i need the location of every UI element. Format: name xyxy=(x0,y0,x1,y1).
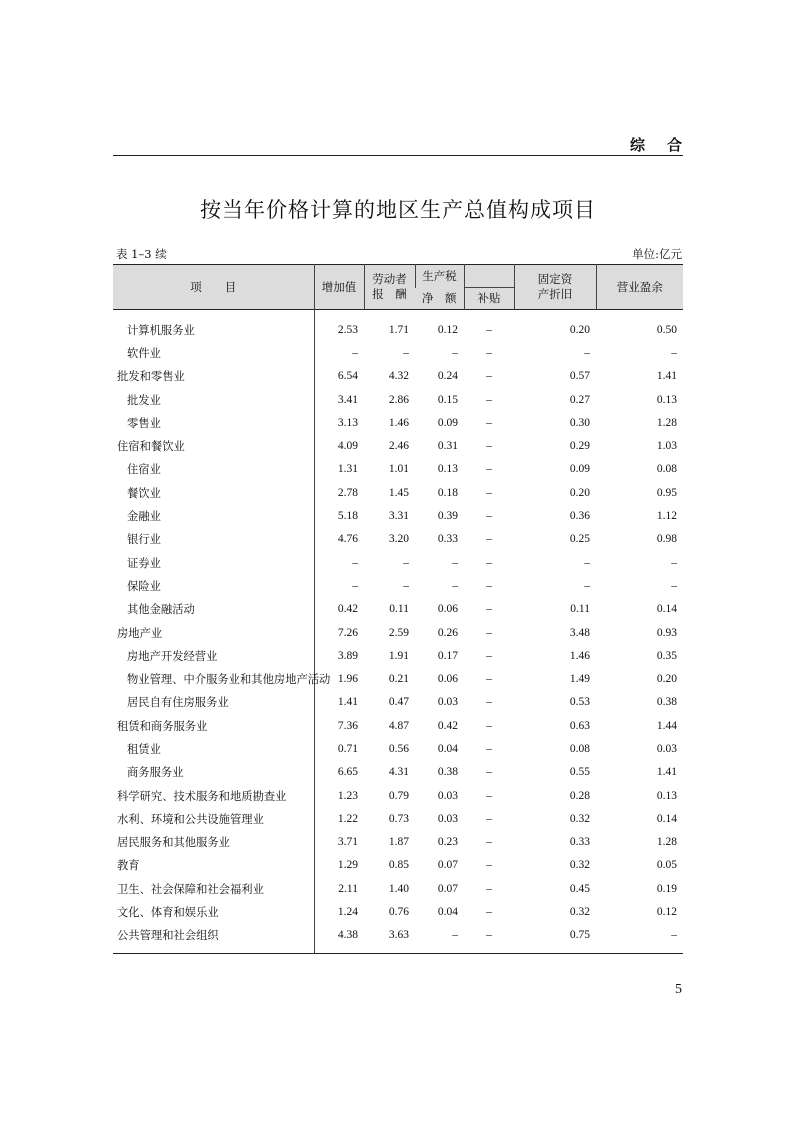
table-row xyxy=(113,621,683,644)
row-label: 金融业 xyxy=(127,510,161,524)
col-header-tax-line2: 净 额 xyxy=(415,288,464,310)
col-header-labor xyxy=(364,265,415,310)
row-cell: 1.28 xyxy=(656,836,677,849)
row-cell: 2.46 xyxy=(388,440,409,453)
row-label: 房地产业 xyxy=(117,626,163,640)
row-cell: 0.76 xyxy=(388,906,409,919)
row-cell: 0.47 xyxy=(388,696,409,709)
col-header-labor-line2: 报 酬 xyxy=(372,287,407,301)
row-cell: 0.05 xyxy=(656,859,677,872)
row-label: 卫生、社会保障和社会福利业 xyxy=(117,882,264,896)
row-cell: – xyxy=(486,719,492,732)
col-header-labor-line1: 劳动者 xyxy=(372,272,407,287)
row-cell: – xyxy=(671,346,677,359)
row-cell: 0.09 xyxy=(437,416,458,429)
row-cell: 3.71 xyxy=(314,831,364,854)
row-cell: 1.87 xyxy=(388,836,409,849)
row-cell: 1.29 xyxy=(314,854,364,877)
section-tag xyxy=(630,134,682,155)
table-row xyxy=(113,481,683,504)
row-cell: 1.46 xyxy=(569,649,590,662)
row-cell: – xyxy=(452,929,458,942)
row-cell: – xyxy=(486,906,492,919)
row-cell: 0.21 xyxy=(388,673,409,686)
row-cell: – xyxy=(584,579,590,592)
row-label: 文化、体育和娱乐业 xyxy=(117,906,219,920)
row-cell: 0.18 xyxy=(437,486,458,499)
table-bottom-rule xyxy=(113,953,683,954)
row-cell: 1.22 xyxy=(314,807,364,830)
row-label: 科学研究、技术服务和地质勘查业 xyxy=(117,789,287,803)
col-header-dep-line1: 固定资 xyxy=(537,272,573,287)
row-cell: 0.27 xyxy=(569,393,590,406)
row-cell: 1.46 xyxy=(388,416,409,429)
row-cell: 3.20 xyxy=(388,533,409,546)
row-cell: 3.41 xyxy=(314,388,364,411)
row-cell: 0.33 xyxy=(437,533,458,546)
row-cell: – xyxy=(486,859,492,872)
col-header-tax-line1: 生产税 xyxy=(415,265,464,288)
row-cell: 4.09 xyxy=(314,434,364,457)
row-cell: 0.39 xyxy=(437,510,458,523)
row-cell: 0.55 xyxy=(569,766,590,779)
row-cell: – xyxy=(486,416,492,429)
row-cell: 0.32 xyxy=(569,906,590,919)
row-cell: 0.12 xyxy=(437,323,458,336)
row-label: 租赁业 xyxy=(127,742,161,756)
row-cell: 0.26 xyxy=(437,626,458,639)
row-cell: 0.93 xyxy=(656,626,677,639)
row-label: 教育 xyxy=(117,859,140,873)
row-cell: – xyxy=(486,882,492,895)
row-cell: 0.25 xyxy=(569,533,590,546)
table-row xyxy=(113,341,683,364)
row-cell: 6.54 xyxy=(314,365,364,388)
row-cell: 0.20 xyxy=(569,486,590,499)
row-cell: 7.26 xyxy=(314,621,364,644)
row-cell: – xyxy=(671,929,677,942)
row-cell: 0.29 xyxy=(569,440,590,453)
row-label: 居民自有住房服务业 xyxy=(127,696,229,710)
row-cell: – xyxy=(452,556,458,569)
row-cell: 1.28 xyxy=(656,416,677,429)
row-cell: – xyxy=(486,370,492,383)
row-cell: – xyxy=(486,346,492,359)
row-cell: – xyxy=(486,766,492,779)
row-label: 租赁和商务服务业 xyxy=(117,719,208,733)
row-cell: – xyxy=(486,486,492,499)
section-tag-char-2: 合 xyxy=(666,136,682,154)
row-cell: 0.04 xyxy=(437,906,458,919)
row-cell: – xyxy=(486,579,492,592)
row-label: 证券业 xyxy=(127,556,161,570)
row-cell: 1.71 xyxy=(388,323,409,336)
row-cell: – xyxy=(584,346,590,359)
row-cell: – xyxy=(486,696,492,709)
table-row xyxy=(113,388,683,411)
row-cell: 0.03 xyxy=(656,742,677,755)
row-cell: – xyxy=(314,574,364,597)
row-cell: 0.75 xyxy=(569,929,590,942)
table-row xyxy=(113,877,683,900)
row-cell: 4.87 xyxy=(388,719,409,732)
row-label: 保险业 xyxy=(127,579,161,593)
col-header-surplus: 营业盈余 xyxy=(596,265,683,310)
row-cell: 1.44 xyxy=(656,719,677,732)
row-cell: 0.19 xyxy=(656,882,677,895)
row-cell: 5.18 xyxy=(314,504,364,527)
row-cell: – xyxy=(403,556,409,569)
row-cell: 0.85 xyxy=(388,859,409,872)
row-cell: 1.41 xyxy=(656,370,677,383)
row-cell: 0.13 xyxy=(656,789,677,802)
row-cell: 6.65 xyxy=(314,761,364,784)
row-cell: 0.95 xyxy=(656,486,677,499)
row-cell: 3.31 xyxy=(388,510,409,523)
row-cell: 3.63 xyxy=(388,929,409,942)
data-table xyxy=(113,264,683,953)
row-cell: 1.23 xyxy=(314,784,364,807)
table-row xyxy=(113,714,683,737)
row-cell: – xyxy=(403,346,409,359)
table-header xyxy=(113,265,683,310)
row-cell: 4.31 xyxy=(388,766,409,779)
row-cell: 0.42 xyxy=(314,598,364,621)
row-label: 软件业 xyxy=(127,346,161,360)
row-cell: 0.38 xyxy=(656,696,677,709)
unit-label: 单位:亿元 xyxy=(632,247,682,261)
row-cell: – xyxy=(671,579,677,592)
row-label: 其他金融活动 xyxy=(127,603,195,617)
row-label: 批发和零售业 xyxy=(117,370,185,384)
row-cell: – xyxy=(486,393,492,406)
row-cell: 0.63 xyxy=(569,719,590,732)
row-cell: – xyxy=(486,812,492,825)
row-cell: 0.09 xyxy=(569,463,590,476)
row-cell: 0.07 xyxy=(437,859,458,872)
row-cell: – xyxy=(486,323,492,336)
col-header-dep-line2: 产折旧 xyxy=(537,287,573,301)
row-cell: 0.03 xyxy=(437,789,458,802)
row-cell: – xyxy=(584,556,590,569)
row-cell: 1.31 xyxy=(314,458,364,481)
row-cell: 0.06 xyxy=(437,673,458,686)
row-cell: 0.15 xyxy=(437,393,458,406)
row-cell: 3.48 xyxy=(569,626,590,639)
row-cell: 1.41 xyxy=(656,766,677,779)
row-cell: – xyxy=(486,626,492,639)
row-cell: 1.45 xyxy=(388,486,409,499)
row-cell: 7.36 xyxy=(314,714,364,737)
table-row xyxy=(113,667,683,690)
row-cell: 0.14 xyxy=(656,812,677,825)
row-cell: – xyxy=(486,789,492,802)
table-row xyxy=(113,784,683,807)
row-cell: 0.04 xyxy=(437,742,458,755)
row-cell: – xyxy=(403,579,409,592)
row-cell: 0.06 xyxy=(437,603,458,616)
row-label: 商务服务业 xyxy=(127,766,184,780)
row-cell: 0.20 xyxy=(569,323,590,336)
row-cell: 2.59 xyxy=(388,626,409,639)
row-cell: 0.35 xyxy=(656,649,677,662)
row-cell: 1.01 xyxy=(388,463,409,476)
row-cell: 1.40 xyxy=(388,882,409,895)
row-cell: 0.24 xyxy=(437,370,458,383)
row-cell: 1.96 xyxy=(314,667,364,690)
row-cell: 1.24 xyxy=(314,900,364,923)
row-label: 计算机服务业 xyxy=(127,323,195,337)
row-cell: 0.42 xyxy=(437,719,458,732)
row-cell: 0.53 xyxy=(569,696,590,709)
table-row xyxy=(113,854,683,877)
row-cell: 0.33 xyxy=(569,836,590,849)
row-cell: – xyxy=(486,533,492,546)
row-cell: 0.50 xyxy=(656,323,677,336)
row-label: 银行业 xyxy=(127,533,161,547)
row-cell: – xyxy=(486,556,492,569)
row-cell: – xyxy=(486,742,492,755)
data-table-wrapper xyxy=(113,264,683,954)
row-cell: – xyxy=(486,673,492,686)
table-row xyxy=(113,761,683,784)
row-cell: 0.30 xyxy=(569,416,590,429)
row-cell: 4.38 xyxy=(314,924,364,953)
row-cell: 4.76 xyxy=(314,528,364,551)
table-row xyxy=(113,528,683,551)
row-cell: – xyxy=(486,649,492,662)
row-cell: 2.86 xyxy=(388,393,409,406)
row-cell: 0.45 xyxy=(569,882,590,895)
row-label: 住宿业 xyxy=(127,463,161,477)
row-cell: 4.32 xyxy=(388,370,409,383)
row-cell: 0.08 xyxy=(656,463,677,476)
col-header-subsidy: 补贴 xyxy=(464,288,514,310)
row-cell: 1.03 xyxy=(656,440,677,453)
row-cell: – xyxy=(486,836,492,849)
row-cell: 0.79 xyxy=(388,789,409,802)
row-label: 水利、环境和公共设施管理业 xyxy=(117,812,264,826)
table-number: 表 1–3 续 xyxy=(116,247,167,261)
header-rule xyxy=(113,155,683,156)
row-cell: 0.13 xyxy=(437,463,458,476)
row-label: 居民服务和其他服务业 xyxy=(117,836,230,850)
row-cell: – xyxy=(486,440,492,453)
row-cell: 0.73 xyxy=(388,812,409,825)
row-cell: – xyxy=(671,556,677,569)
col-header-subsidy-top xyxy=(464,265,514,288)
row-cell: – xyxy=(314,341,364,364)
col-header-item: 项 目 xyxy=(113,265,314,310)
row-cell: 0.56 xyxy=(388,742,409,755)
row-label: 批发业 xyxy=(127,393,161,407)
row-cell: 2.11 xyxy=(314,877,364,900)
row-cell: 0.11 xyxy=(570,603,590,616)
table-row xyxy=(113,924,683,953)
row-cell: 1.12 xyxy=(656,510,677,523)
table-row xyxy=(113,807,683,830)
row-label: 住宿和餐饮业 xyxy=(117,440,185,454)
row-cell: – xyxy=(486,463,492,476)
row-label: 公共管理和社会组织 xyxy=(117,929,219,943)
row-cell: – xyxy=(452,346,458,359)
table-row xyxy=(113,574,683,597)
row-cell: 0.31 xyxy=(437,440,458,453)
row-label: 物业管理、中介服务业和其他房地产活动 xyxy=(127,673,331,687)
col-header-value-added: 增加值 xyxy=(314,265,364,310)
row-cell: 0.28 xyxy=(569,789,590,802)
row-cell: 0.03 xyxy=(437,812,458,825)
page-title: 按当年价格计算的地区生产总值构成项目 xyxy=(200,198,596,222)
table-row xyxy=(113,598,683,621)
row-cell: 2.78 xyxy=(314,481,364,504)
row-cell: 0.98 xyxy=(656,533,677,546)
row-cell: 0.13 xyxy=(656,393,677,406)
row-cell: – xyxy=(486,603,492,616)
row-cell: 0.12 xyxy=(656,906,677,919)
page-number: 5 xyxy=(675,982,682,997)
row-cell: 0.20 xyxy=(656,673,677,686)
row-cell: 0.14 xyxy=(656,603,677,616)
row-cell: 0.32 xyxy=(569,812,590,825)
table-row xyxy=(113,551,683,574)
row-cell: 0.07 xyxy=(437,882,458,895)
table-row xyxy=(113,900,683,923)
table-row xyxy=(113,831,683,854)
table-row xyxy=(113,411,683,434)
table-row xyxy=(113,434,683,457)
row-cell: 3.13 xyxy=(314,411,364,434)
col-header-depreciation xyxy=(514,265,596,310)
table-row xyxy=(113,737,683,760)
row-label: 餐饮业 xyxy=(127,486,161,500)
section-tag-char-1: 综 xyxy=(630,136,646,154)
table-row xyxy=(113,365,683,388)
row-cell: 0.71 xyxy=(314,737,364,760)
row-cell: 2.53 xyxy=(314,310,364,342)
row-cell: 0.57 xyxy=(569,370,590,383)
table-row xyxy=(113,644,683,667)
row-cell: 0.17 xyxy=(437,649,458,662)
row-cell: – xyxy=(314,551,364,574)
table-row xyxy=(113,458,683,481)
row-cell: – xyxy=(486,510,492,523)
row-cell: 0.03 xyxy=(437,696,458,709)
row-cell: 3.89 xyxy=(314,644,364,667)
table-body xyxy=(113,310,683,954)
row-label: 零售业 xyxy=(127,416,161,430)
row-cell: 1.49 xyxy=(569,673,590,686)
row-cell: 0.38 xyxy=(437,766,458,779)
row-cell: 0.23 xyxy=(437,836,458,849)
row-cell: 0.36 xyxy=(569,510,590,523)
row-label: 房地产开发经营业 xyxy=(127,649,218,663)
row-cell: 1.91 xyxy=(388,649,409,662)
row-cell: 1.41 xyxy=(314,691,364,714)
row-cell: – xyxy=(452,579,458,592)
row-cell: 0.32 xyxy=(569,859,590,872)
table-row xyxy=(113,691,683,714)
row-cell: – xyxy=(486,929,492,942)
table-row xyxy=(113,310,683,342)
row-cell: 0.11 xyxy=(389,603,409,616)
table-row xyxy=(113,504,683,527)
row-cell: 0.08 xyxy=(569,742,590,755)
